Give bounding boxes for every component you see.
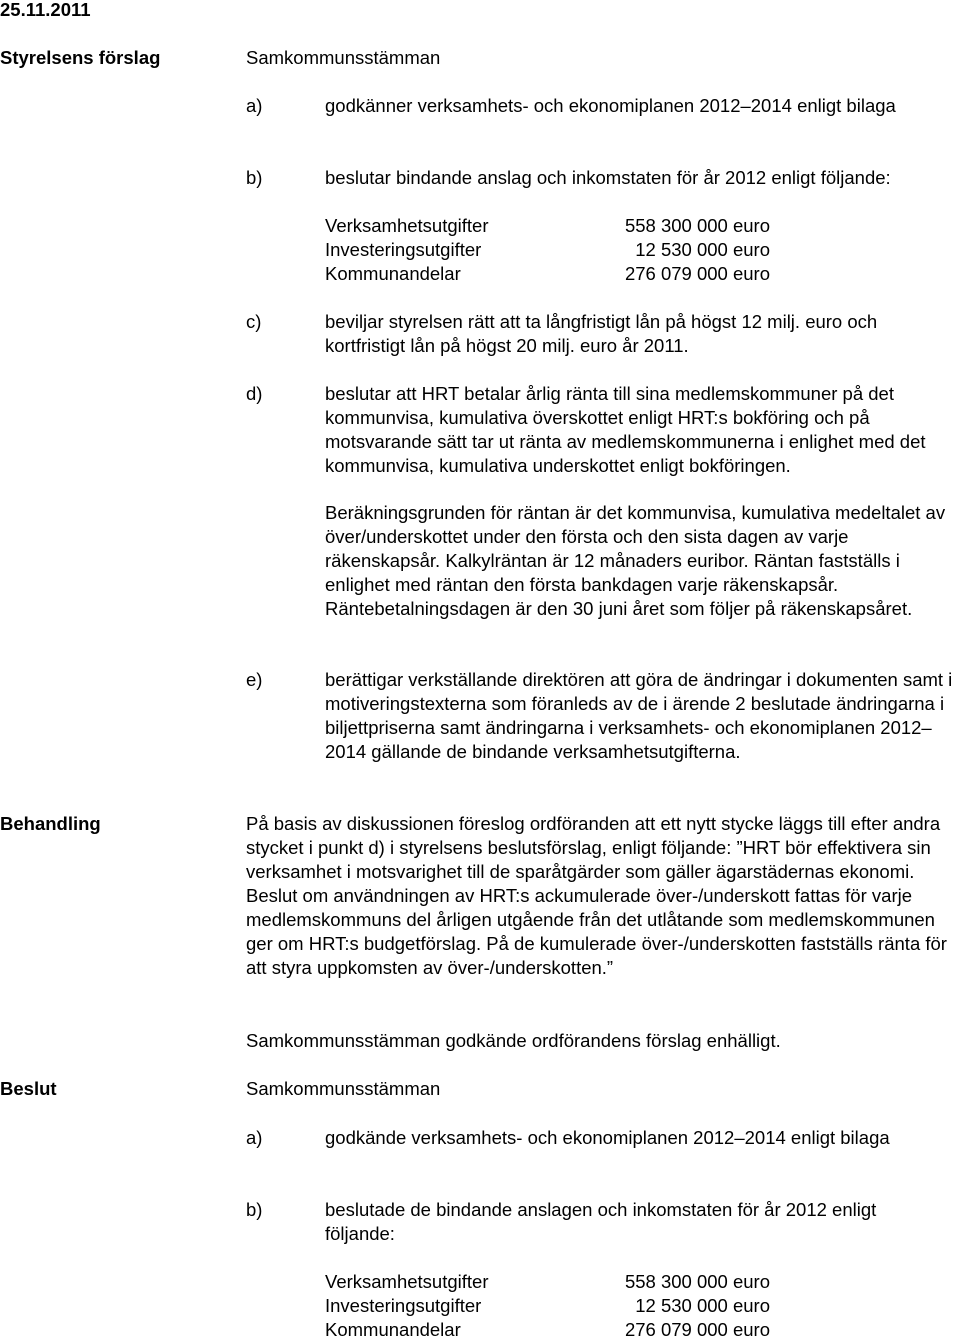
budget-amount: 276 079 000 euro — [624, 263, 770, 284]
document-date: 25.11.2011 — [0, 0, 91, 20]
proposal-item-c-letter: c) — [246, 311, 262, 332]
processing-text: På basis av diskussionen föreslog ordföranden att ett nytt stycke läggs till efter andra stycket i punkt d) i styrelsens beslutsförslag, enligt följande: ”HRT bör effektivera sin verksamhet i motsvarighet till de sparåtgärder som gäller ägarstädernas ekonomi. Beslut om användningen av HRT:s ackumulerade över-/underskott fattas för varje medlemskommuns del årligen utgående från det utlåtande som medlemskommunen ger om HRT:s budgetförslag. På de kumulerade över-/underskotten fastställs ränta för att styra uppkomsten av över-/underskotten.” — [246, 813, 947, 978]
proposal-item-d-text2: Beräkningsgrunden för räntan är det kommunvisa, kumulativa medeltalet av över/underskottet under den första och den sista dagen av varje räkenskapsår. Kalkylräntan är 12 månaders euribor. Räntan fastställs i enlighet med räntan den första bankdagen varje räkenskapsår. Räntebetalningsdagen är den 30 juni året som följer på räkenskapsåret. — [325, 502, 946, 619]
budget-label: Investeringsutgifter — [325, 239, 482, 260]
proposal-item-c-text: beviljar styrelsen rätt att ta långfristigt lån på högst 12 milj. euro och kortfristigt lån på högst 20 milj. euro år 2011. — [325, 311, 878, 356]
budget-label: Kommunandelar — [325, 263, 461, 284]
budget-label: Verksamhetsutgifter — [325, 215, 489, 236]
processing-heading: Behandling — [0, 813, 101, 834]
budget-label: Investeringsutgifter — [325, 1295, 482, 1316]
budget-label: Verksamhetsutgifter — [325, 1271, 489, 1292]
processing-approval: Samkommunsstämman godkände ordförandens förslag enhälligt. — [246, 1030, 781, 1051]
budget-amount: 558 300 000 euro — [624, 215, 770, 236]
budget-label: Kommunandelar — [325, 1319, 461, 1340]
decision-item-b-text: beslutade de bindande anslagen och inkomstaten för år 2012 enligt följande: — [325, 1199, 877, 1244]
proposal-heading: Styrelsens förslag — [0, 47, 161, 68]
budget-amount: 12 530 000 euro — [635, 1295, 770, 1316]
budget-amount: 12 530 000 euro — [635, 239, 770, 260]
proposal-item-b-text: beslutar bindande anslag och inkomstaten för år 2012 enligt följande: — [325, 167, 891, 188]
decision-item-b-letter: b) — [246, 1199, 263, 1220]
proposal-item-e-letter: e) — [246, 669, 263, 690]
decision-item-a-letter: a) — [246, 1127, 263, 1148]
budget-amount: 276 079 000 euro — [624, 1319, 770, 1340]
proposal-item-a-text: godkänner verksamhets- och ekonomiplanen 2012–2014 enligt bilaga — [325, 95, 896, 116]
decision-intro: Samkommunsstämman — [246, 1078, 441, 1099]
proposal-item-a-letter: a) — [246, 95, 263, 116]
decision-heading: Beslut — [0, 1078, 57, 1099]
budget-amount: 558 300 000 euro — [624, 1271, 770, 1292]
proposal-intro: Samkommunsstämman — [246, 47, 441, 68]
proposal-item-e-text: berättigar verkställande direktören att göra de ändringar i dokumenten samt i motiveringstexterna som föranleds av de i ärende 2 beslutade ändringarna i biljettpriserna samt ändringarna i verksamhets- och ekonomiplanen 2012–2014 gällande de bindande verksamhetsutgifterna. — [325, 669, 953, 762]
proposal-item-b-letter: b) — [246, 167, 263, 188]
proposal-item-d-letter: d) — [246, 383, 263, 404]
proposal-item-d-text: beslutar att HRT betalar årlig ränta till sina medlemskommuner på det kommunvisa, kumulativa överskottet enligt HRT:s bokföring och på motsvarande sätt tar ut ränta av medlemskommunerna i enlighet med det kommunvisa, kumulativa underskottet enligt bokföringen. — [325, 383, 926, 476]
decision-item-a-text: godkände verksamhets- och ekonomiplanen 2012–2014 enligt bilaga — [325, 1127, 890, 1148]
